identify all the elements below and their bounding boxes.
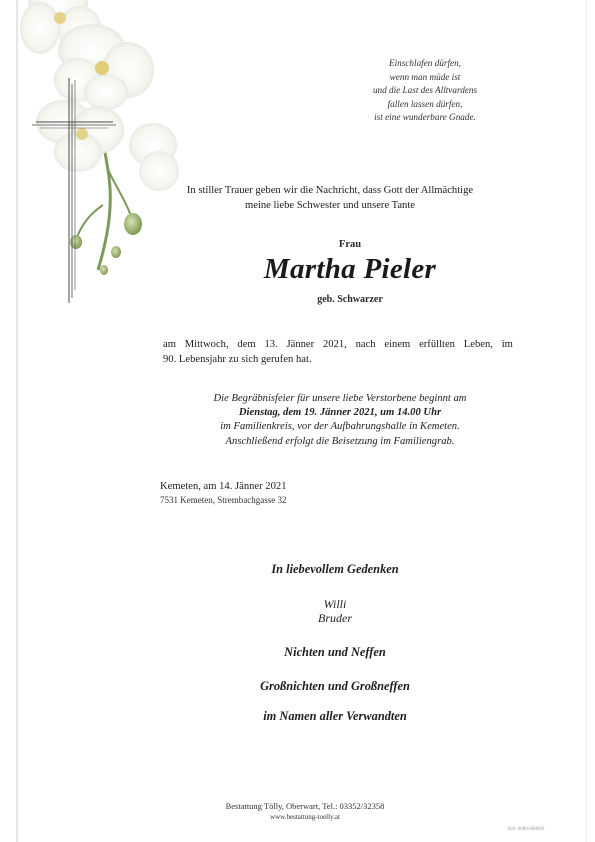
deceased-name: Martha Pieler bbox=[263, 253, 437, 285]
word: 13. bbox=[264, 339, 278, 350]
poem-line: fallen lassen dürfen, bbox=[387, 98, 463, 109]
death-notice-line2: 90. Lebensjahr zu sich gerufen hat. bbox=[163, 353, 312, 365]
family-address: 7531 Kemeten, Strembachgasse 32 bbox=[160, 495, 287, 505]
mourner-name: Willi bbox=[323, 597, 347, 611]
poem-line: wenn man müde ist bbox=[389, 71, 461, 82]
undertaker-info: Bestattung Tölly, Oberwart, Tel.: 03352/32358 bbox=[225, 801, 385, 811]
word: im bbox=[501, 339, 513, 350]
word: 2021, bbox=[322, 339, 347, 350]
word: erfüllten bbox=[419, 339, 455, 350]
poem bbox=[330, 57, 520, 125]
word: dem bbox=[237, 339, 256, 350]
funeral-details bbox=[160, 392, 520, 449]
word: nach bbox=[355, 339, 376, 350]
right-page-edge bbox=[586, 0, 587, 842]
intro-line: In stiller Trauer geben wir die Nachricht, dass Gott der Allmächtige bbox=[186, 185, 474, 196]
poem-line: ist eine wunderbare Gnade. bbox=[374, 112, 476, 123]
mourner-group: Großnichten und Großneffen bbox=[260, 679, 410, 693]
word: Leben, bbox=[463, 339, 493, 350]
print-code: Ref. 0000-000000 bbox=[508, 827, 545, 832]
cross-icon bbox=[28, 78, 118, 303]
word: Mittwoch, bbox=[184, 339, 229, 350]
intro-line: meine liebe Schwester und unsere Tante bbox=[245, 200, 415, 211]
mourner-relation: Bruder bbox=[318, 611, 352, 625]
mourner-group: im Namen aller Verwandten bbox=[263, 709, 407, 723]
poem-line: Einschlafen dürfen, bbox=[389, 58, 461, 68]
word: Jänner bbox=[286, 339, 315, 350]
mourner-group: Nichten und Neffen bbox=[284, 645, 386, 659]
place-date: Kemeten, am 14. Jänner 2021 bbox=[160, 481, 287, 492]
funeral-line: Anschließend erfolgt die Beisetzung im Familiengrab. bbox=[225, 435, 455, 447]
word: einem bbox=[384, 339, 411, 350]
memory-heading: In liebevollem Gedenken bbox=[271, 562, 399, 576]
birth-name: geb. Schwarzer bbox=[317, 294, 383, 305]
word: am bbox=[163, 339, 176, 350]
funeral-date: Dienstag, dem 19. Jänner 2021, um 14.00 Uhr bbox=[238, 407, 442, 419]
salutation: Frau bbox=[338, 239, 362, 250]
footer bbox=[200, 801, 410, 821]
undertaker-website: www.bestattung-toelly.at bbox=[270, 813, 340, 821]
death-notice bbox=[163, 338, 513, 367]
poem-line: und die Last des Alltvardens bbox=[372, 85, 478, 96]
funeral-line: Die Begräbnisfeier für unsere liebe Verstorbene beginnt am bbox=[213, 393, 467, 404]
announcement-intro bbox=[150, 183, 510, 213]
funeral-line: im Familienkreis, vor der Aufbahrungshalle in Kemeten. bbox=[220, 421, 460, 433]
death-notice-line1 bbox=[163, 338, 513, 353]
